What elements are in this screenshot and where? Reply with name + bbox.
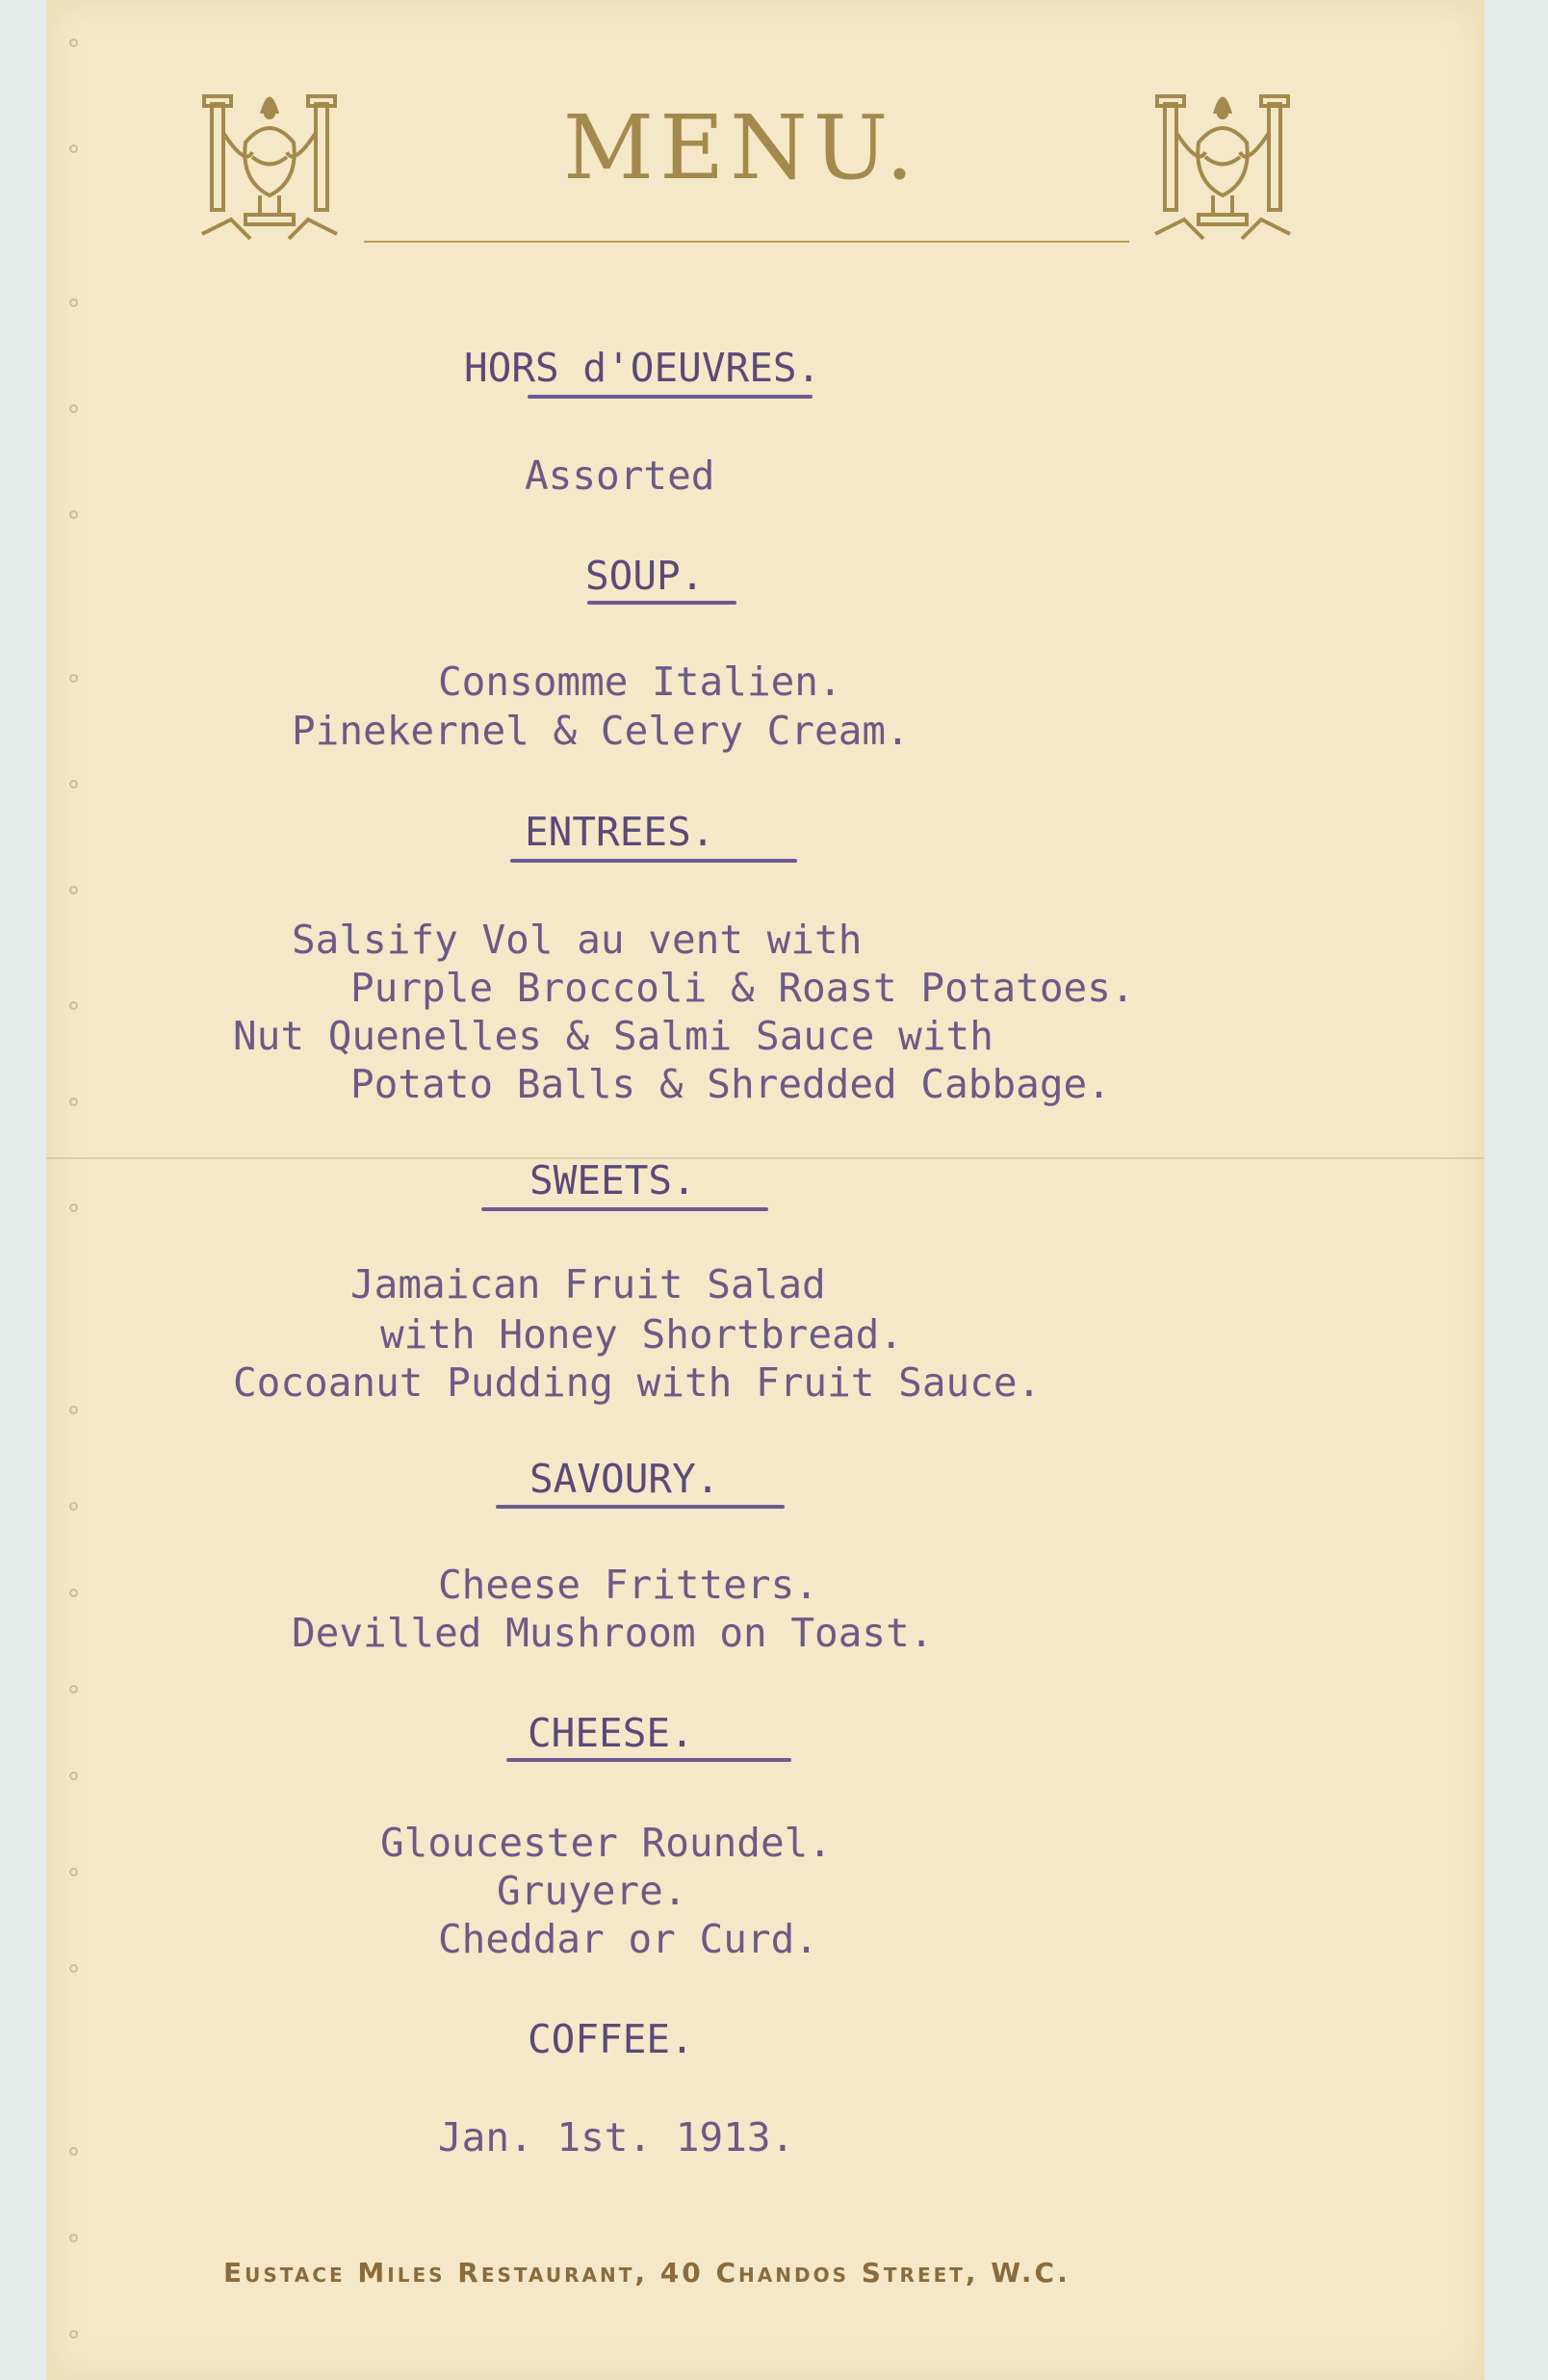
menu-item: Gloucester Roundel. [380, 1820, 832, 1866]
perforation-mark [69, 510, 78, 519]
perforation-mark [69, 1001, 78, 1010]
section-heading-soup: SOUP. [585, 553, 705, 599]
heading-underline [481, 1207, 768, 1211]
menu-item: Pinekernel & Celery Cream. [292, 708, 910, 754]
section-heading-sweets: SWEETS. [529, 1157, 696, 1203]
perforation-mark [69, 144, 78, 153]
perforation-mark [69, 1685, 78, 1694]
perforation-mark [69, 2234, 78, 2242]
menu-item: Gruyere. [497, 1868, 687, 1914]
perforation-mark [69, 886, 78, 894]
section-heading-entrees: ENTREES. [525, 809, 715, 855]
heading-underline [496, 1505, 785, 1509]
menu-item: Consomme Italien. [438, 659, 842, 705]
menu-item: Potato Balls & Shredded Cabbage. [350, 1061, 1111, 1107]
section-heading-coffee: COFFEE. [528, 2016, 694, 2062]
perforation-mark [69, 1502, 78, 1511]
menu-date: Jan. 1st. 1913. [438, 2114, 795, 2160]
perforation-mark [69, 780, 78, 789]
perforation-mark [69, 404, 78, 413]
perforation-mark [69, 1964, 78, 1973]
title-rule [364, 241, 1129, 243]
menu-item: Devilled Mushroom on Toast. [292, 1610, 934, 1656]
menu-item: Purple Broccoli & Roast Potatoes. [350, 965, 1135, 1011]
menu-item: Cheddar or Curd. [438, 1916, 818, 1962]
menu-item: with Honey Shortbread. [380, 1311, 904, 1358]
perforation-mark [69, 2330, 78, 2339]
section-heading-cheese: CHEESE. [528, 1710, 694, 1756]
menu-item: Jamaican Fruit Salad [350, 1261, 826, 1307]
perforation-mark [69, 298, 78, 307]
perforation-mark [69, 1772, 78, 1780]
perforation-mark [69, 1098, 78, 1106]
perforation-mark [69, 1868, 78, 1876]
perforation-mark [69, 1203, 78, 1212]
urn-ornament-icon [1146, 75, 1300, 248]
menu-item: Nut Quenelles & Salmi Sauce with [233, 1013, 993, 1059]
perforation-mark [69, 39, 78, 47]
section-heading-hors-doeuvres: HORS d'OEUVRES. [464, 345, 821, 391]
heading-underline [528, 395, 813, 399]
heading-underline [587, 601, 736, 605]
fold-line [46, 1157, 1484, 1159]
section-heading-savoury: SAVOURY. [529, 1456, 720, 1502]
perforation-mark [69, 2147, 78, 2156]
heading-underline [510, 859, 797, 863]
urn-ornament-icon [193, 75, 347, 248]
menu-item: Cocoanut Pudding with Fruit Sauce. [233, 1359, 1042, 1406]
menu-title: MENU. [562, 96, 920, 199]
menu-item: Assorted [525, 453, 715, 499]
perforation-mark [69, 674, 78, 683]
perforation-mark [69, 1589, 78, 1597]
menu-item: Salsify Vol au vent with [292, 917, 863, 963]
restaurant-footer: Eustace Miles Restaurant, 40 Chandos Street, W.C. [223, 2257, 1071, 2289]
menu-item: Cheese Fritters. [438, 1562, 818, 1608]
perforation-mark [69, 1406, 78, 1414]
heading-underline [506, 1758, 791, 1762]
